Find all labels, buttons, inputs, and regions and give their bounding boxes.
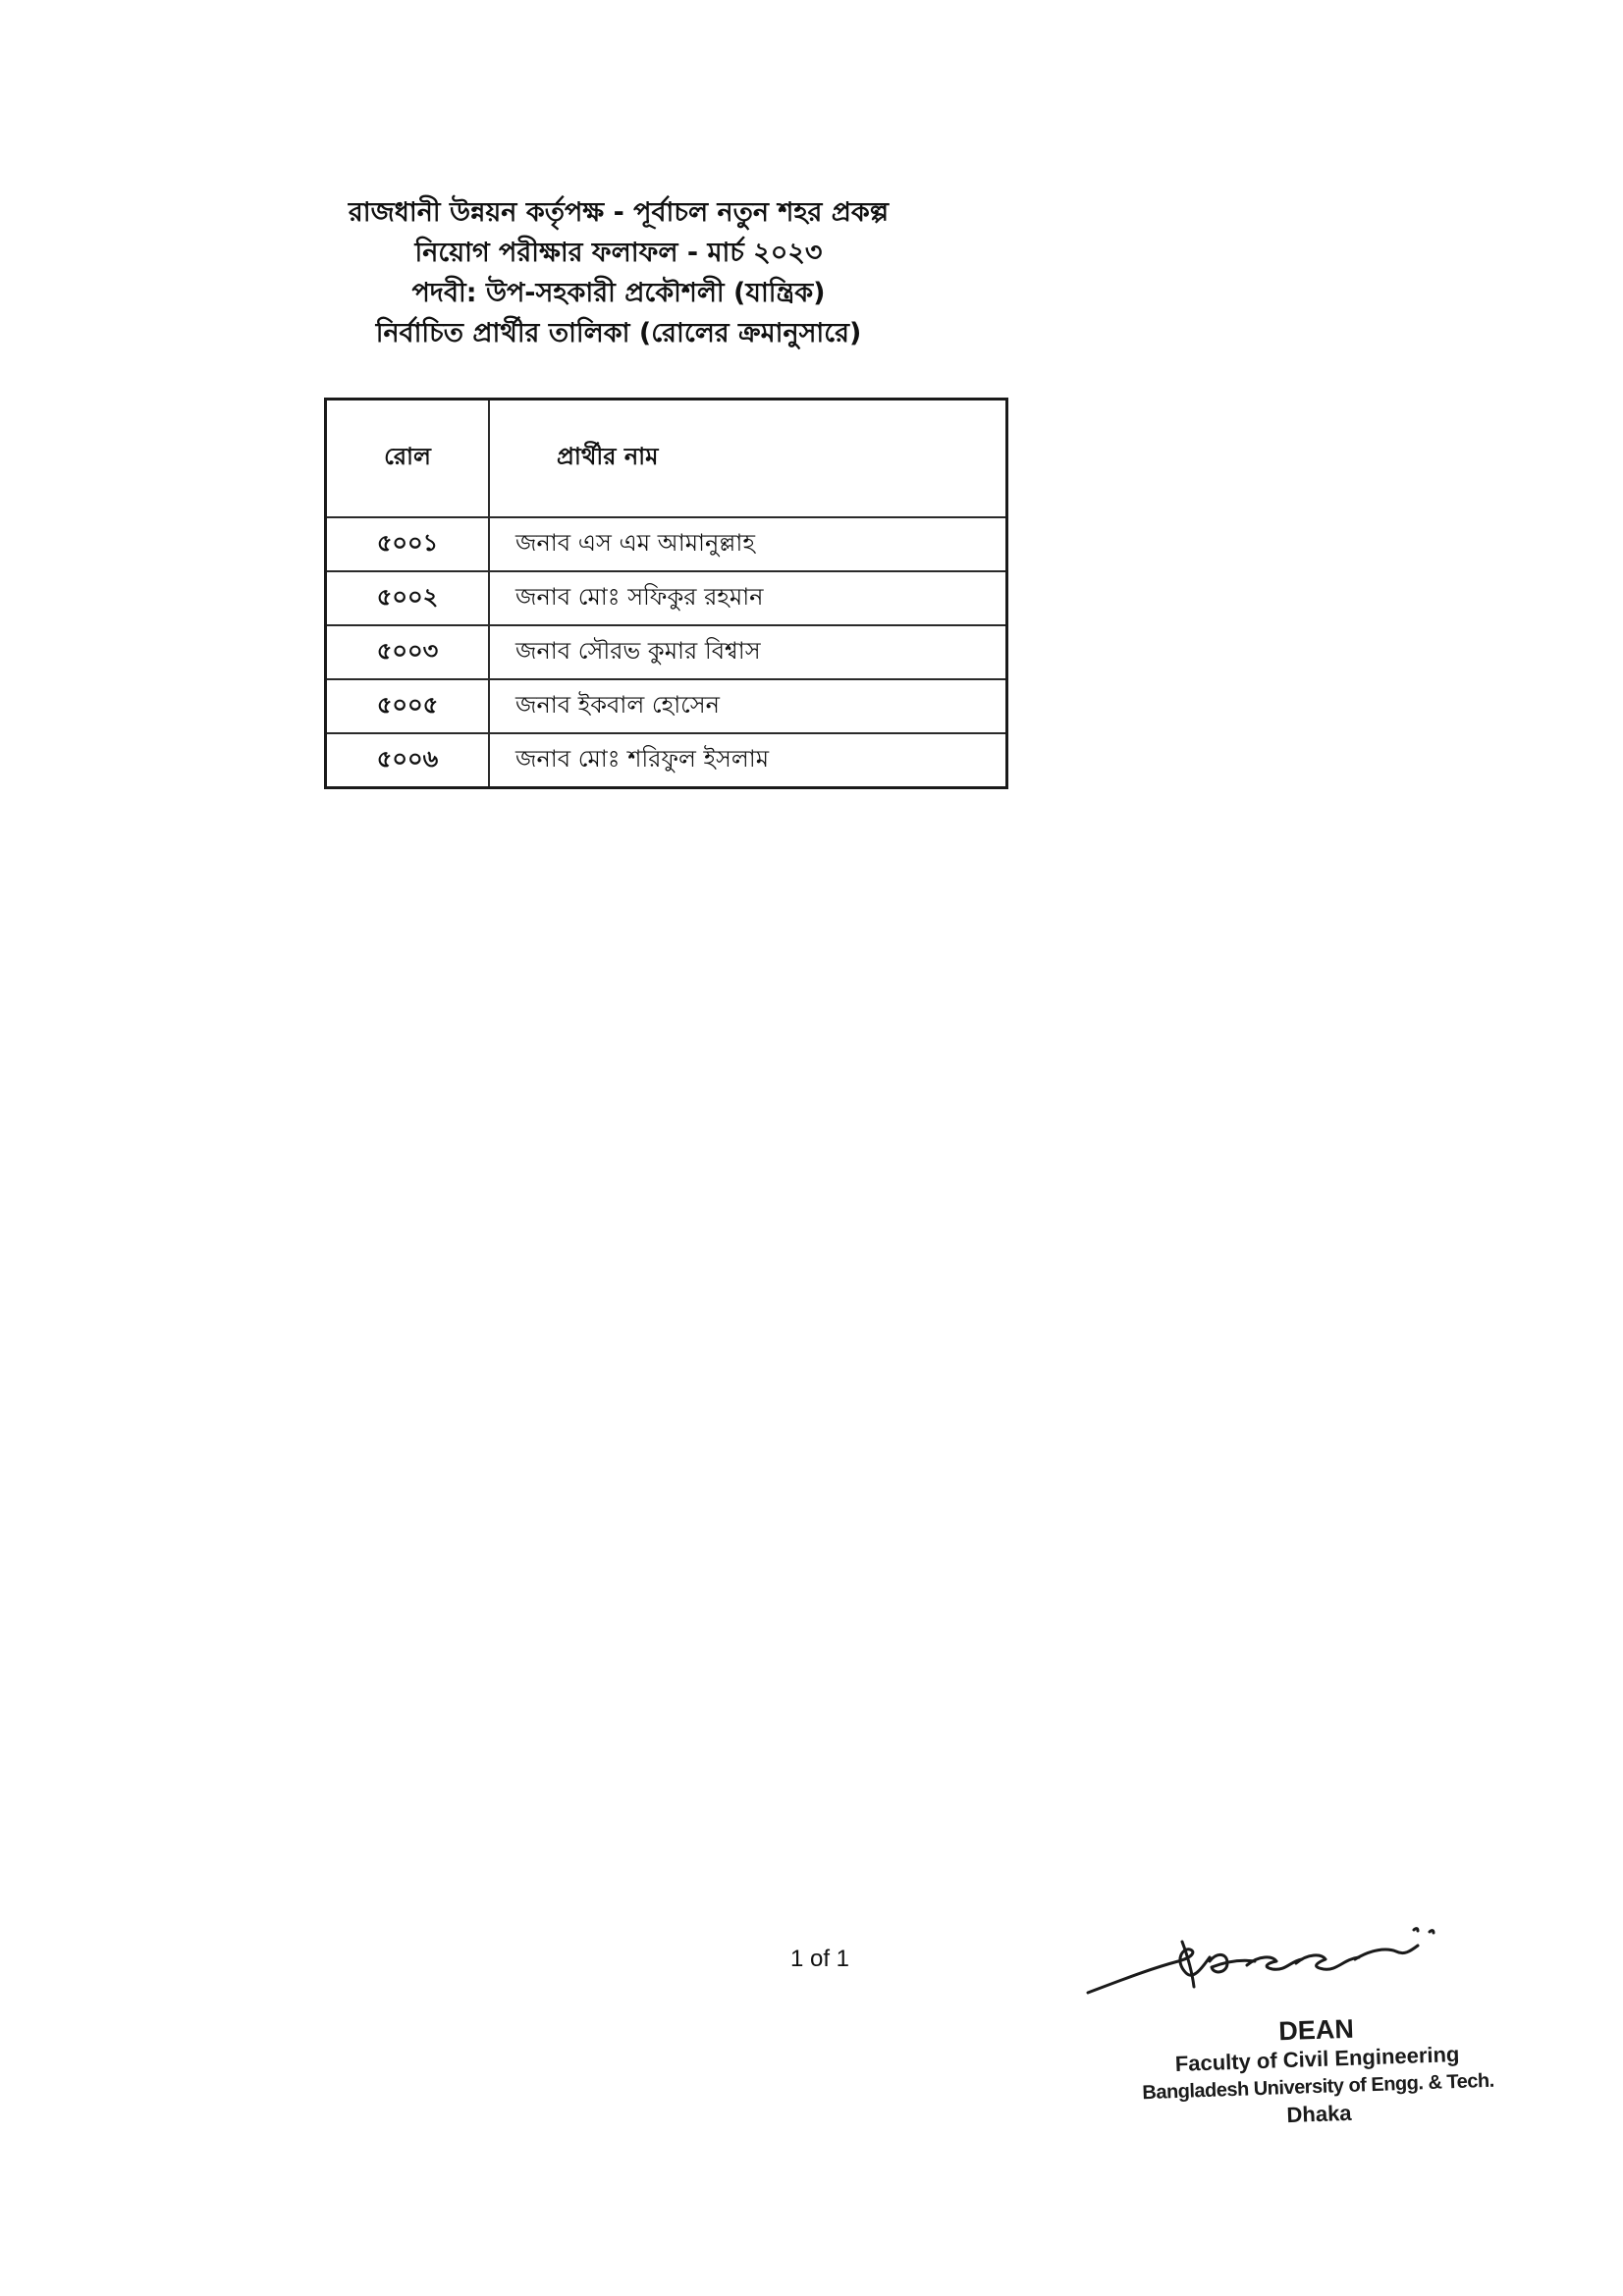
roll-cell: ৫০০২ — [326, 571, 490, 625]
page-number: 1 of 1 — [789, 1946, 850, 1972]
signatory-faculty: Faculty of Civil Engineering — [1174, 2041, 1460, 2077]
signatory-block — [1119, 2007, 1516, 2135]
roll-cell: ৫০০১ — [326, 517, 490, 571]
signatory-title: DEAN — [1277, 2013, 1355, 2047]
name-cell: জনাব ইকবাল হোসেন — [489, 679, 1007, 733]
name-cell: জনাব সৌরভ কুমার বিশ্বাস — [489, 625, 1007, 679]
header-list-title: নির্বাচিত প্রার্থীর তালিকা (রোলের ক্রমানুসারে) — [375, 318, 862, 348]
document-header — [324, 192, 913, 353]
name-cell: জনাব এস এম আমানুল্লাহ — [489, 517, 1007, 571]
selected-candidates-table — [324, 398, 1008, 789]
table-row — [326, 679, 1007, 733]
name-cell: জনাব মোঃ শরিফুল ইসলাম — [489, 733, 1007, 788]
column-header-roll: রোল — [326, 400, 490, 518]
header-exam-result: নিয়োগ পরীক্ষার ফলাফল - মার্চ ২০২৩ — [414, 238, 823, 268]
roll-cell: ৫০০৫ — [326, 679, 490, 733]
table-header-row — [326, 400, 1007, 518]
signatory-university: Bangladesh University of Engg. & Tech. — [1142, 2069, 1495, 2105]
table-row — [326, 571, 1007, 625]
handwritten-signature — [1080, 1922, 1443, 2001]
header-post-title: পদবী: উপ-সহকারী প্রকৌশলী (যান্ত্রিক) — [411, 278, 826, 308]
table-row — [326, 625, 1007, 679]
table-row — [326, 733, 1007, 788]
roll-cell: ৫০০৬ — [326, 733, 490, 788]
table-row — [326, 517, 1007, 571]
column-header-name: প্রার্থীর নাম — [489, 400, 1007, 518]
roll-cell: ৫০০৩ — [326, 625, 490, 679]
signatory-city: Dhaka — [1286, 2100, 1352, 2128]
header-authority-project: রাজধানী উন্নয়ন কর্তৃপক্ষ - পূর্বাচল নতুন শহর প্রকল্প — [348, 197, 890, 228]
name-cell: জনাব মোঃ সফিকুর রহমান — [489, 571, 1007, 625]
